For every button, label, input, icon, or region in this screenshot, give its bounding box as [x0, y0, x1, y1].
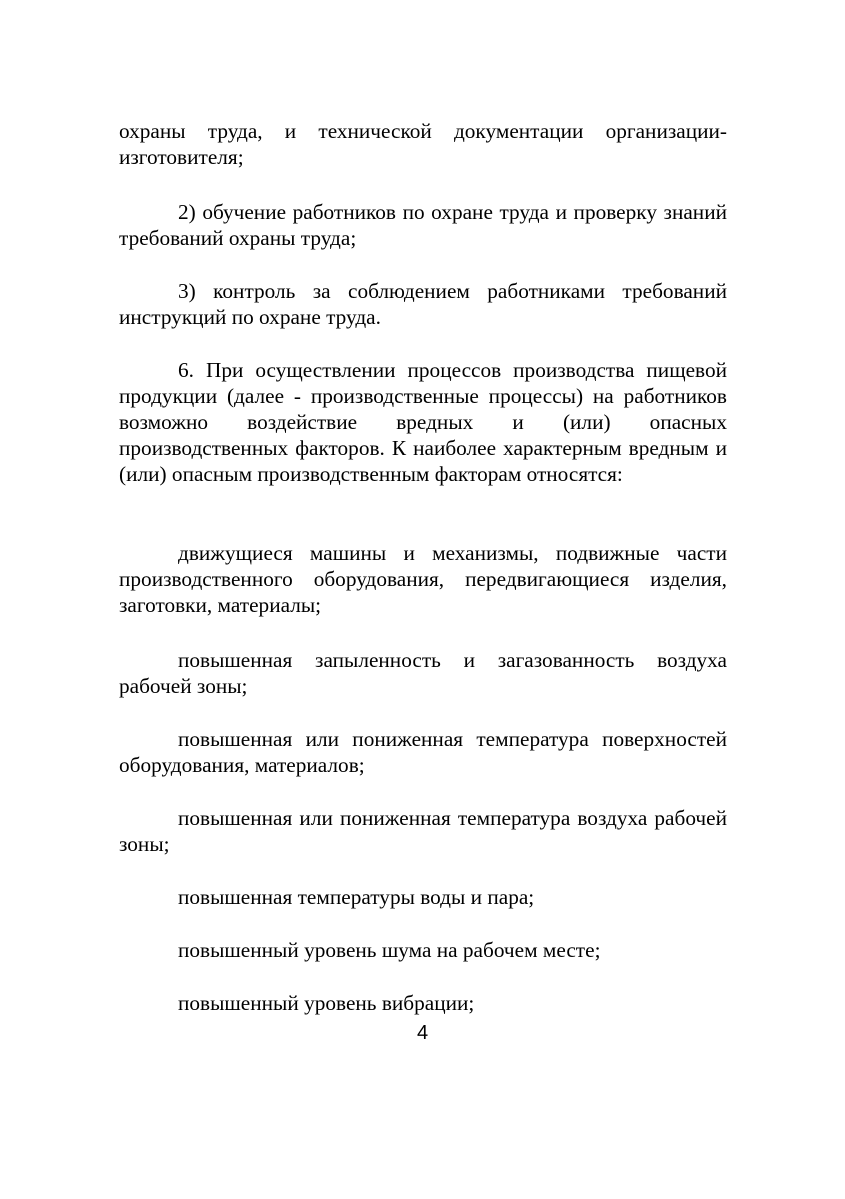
paragraph-section-6: 6. При осуществлении процессов производства пищевой продукции (далее - производственные процессы) на работников возможно воздействие вредных и (или) опасных производственных факторов. К наиболее характерным вредным и (или) опасным производственным факторам относятся:: [119, 358, 727, 486]
list-item-dust-gas: повышенная запыленность и загазованность воздуха рабочей зоны;: [119, 648, 727, 698]
page-number: 4: [416, 1022, 429, 1044]
paragraph-item-3: 3) контроль за соблюдением работниками требований инструкций по охране труда.: [119, 279, 727, 329]
list-item-moving-machines: движущиеся машины и механизмы, подвижные части производственного оборудования, передвигающиеся изделия, заготовки, материалы;: [119, 541, 727, 617]
list-item-vibration: повышенный уровень вибрации;: [178, 991, 475, 1015]
list-item-water-steam: повышенная температуры воды и пара;: [178, 885, 535, 909]
paragraph-continuation: охраны труда, и технической документации организации-изготовителя;: [119, 119, 727, 169]
paragraph-item-2: 2) обучение работников по охране труда и проверку знаний требований охраны труда;: [119, 200, 727, 250]
list-item-noise: повышенный уровень шума на рабочем месте;: [178, 938, 601, 962]
list-item-air-temperature: повышенная или пониженная температура воздуха рабочей зоны;: [119, 806, 727, 856]
list-item-surface-temperature: повышенная или пониженная температура поверхностей оборудования, материалов;: [119, 727, 727, 777]
